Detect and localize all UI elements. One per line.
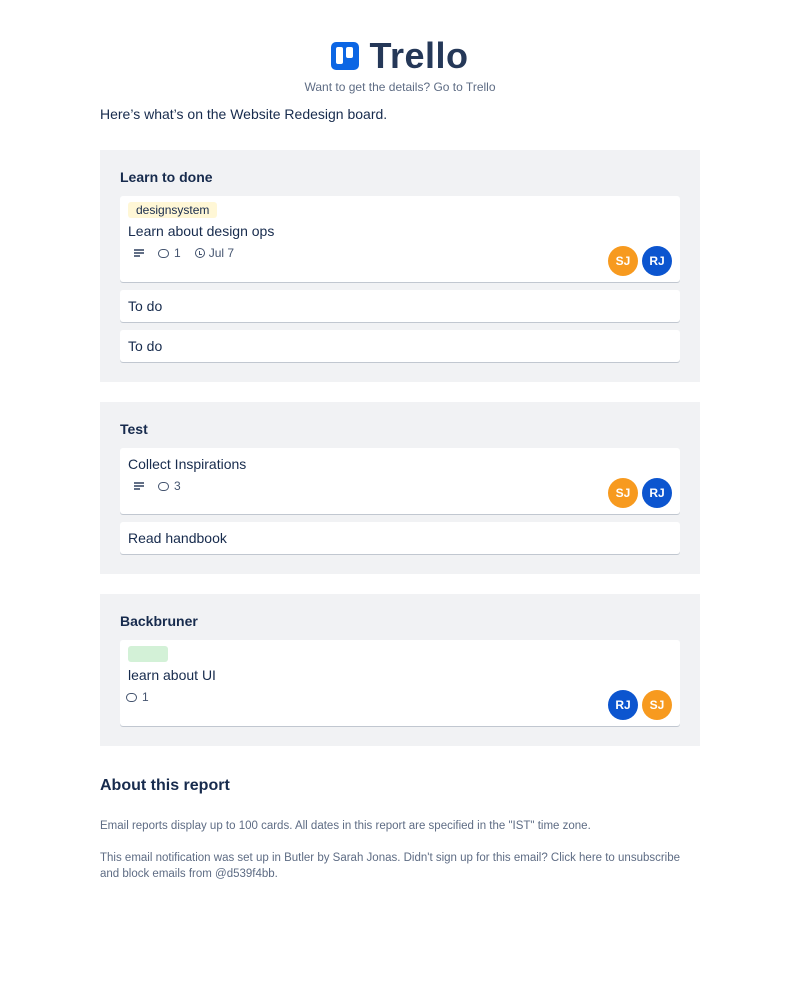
description-icon <box>134 482 144 490</box>
comment-count: 1 <box>142 690 149 704</box>
trello-logo[interactable] <box>100 35 700 76</box>
card-members <box>604 478 672 508</box>
card-read-handbook[interactable] <box>120 522 680 554</box>
description-icon <box>134 249 144 257</box>
due-date-badge <box>195 246 234 260</box>
about-paragraph-2[interactable]: This email notification was set up in Butler by Sarah Jonas. Didn't sign up for this email? Click here to unsubscribe and block emails from @d539f4bb. <box>100 852 681 880</box>
list-title: Backbruner <box>120 613 198 629</box>
avatar[interactable]: SJ <box>608 478 638 508</box>
due-date: Jul 7 <box>208 246 235 260</box>
clock-icon <box>195 248 205 258</box>
description-badge <box>128 249 144 257</box>
comment-icon <box>158 249 169 258</box>
avatar[interactable]: RJ <box>642 478 672 508</box>
card-learn-about-design-ops[interactable] <box>120 196 680 282</box>
avatar[interactable]: SJ <box>608 246 638 276</box>
card-title: To do <box>128 298 163 314</box>
card-title: Collect Inspirations <box>128 456 247 472</box>
trello-board-icon <box>331 42 359 70</box>
intro-text: Here’s what’s on the Website Redesign board. <box>100 106 388 122</box>
card-to-do[interactable] <box>120 290 680 322</box>
comments-badge <box>158 246 181 260</box>
card-learn-about-ui[interactable] <box>120 640 680 726</box>
list-title: Learn to done <box>120 169 213 185</box>
comment-icon <box>158 482 169 491</box>
go-to-trello-link[interactable]: Want to get the details? Go to Trello <box>304 80 496 94</box>
card-members <box>604 246 672 276</box>
avatar[interactable]: SJ <box>642 690 672 720</box>
card-collect-inspirations[interactable] <box>120 448 680 514</box>
card-title: Read handbook <box>128 530 227 546</box>
card-title: To do <box>128 338 163 354</box>
comment-count: 1 <box>174 246 181 260</box>
card-members <box>604 690 672 720</box>
card-badges <box>128 479 195 493</box>
card-label <box>128 646 168 662</box>
list-learn-to-done <box>100 150 700 382</box>
card-badges <box>128 246 248 260</box>
comments-badge <box>126 690 149 704</box>
list-title: Test <box>120 421 148 437</box>
comments-badge <box>158 479 181 493</box>
card-badges <box>128 690 163 704</box>
card-label: designsystem <box>128 202 217 218</box>
header <box>100 35 700 94</box>
avatar[interactable]: RJ <box>642 246 672 276</box>
comment-count: 3 <box>174 479 181 493</box>
card-title: Learn about design ops <box>128 223 275 239</box>
about-paragraph-1: Email reports display up to 100 cards. All dates in this report are specified in the "IST" time zone. <box>100 820 591 832</box>
brand-name: Trello <box>369 35 469 76</box>
card-title: learn about UI <box>128 667 216 683</box>
comment-icon <box>126 693 137 702</box>
description-badge <box>128 482 144 490</box>
list-backbruner <box>100 594 700 746</box>
list-test <box>100 402 700 574</box>
card-to-do[interactable] <box>120 330 680 362</box>
avatar[interactable]: RJ <box>608 690 638 720</box>
about-title: About this report <box>100 777 230 794</box>
